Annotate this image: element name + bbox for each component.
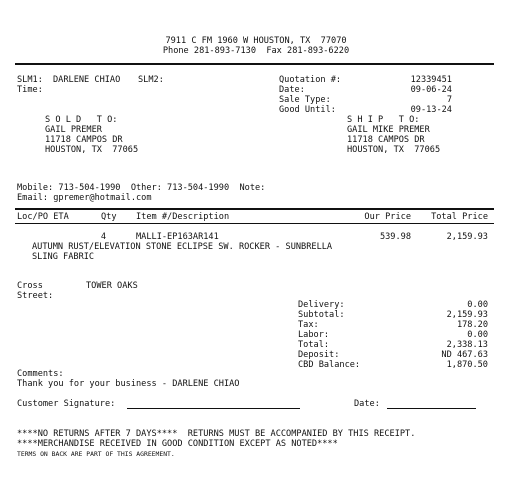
line-item-number: MALLI-EP163AR141 [136, 232, 219, 242]
sold-to-city: HOUSTON, TX 77065 [45, 145, 139, 155]
subtotal-value: 2,159.93 [446, 310, 488, 320]
cross-label: Cross [17, 281, 43, 291]
columns-bottom-rule [15, 223, 494, 224]
deposit-label: Deposit: [298, 350, 340, 360]
line-item-total: 2,159.93 [446, 232, 488, 242]
date-value: 09-06-24 [410, 85, 452, 95]
sold-to-title: S O L D T O: [45, 115, 118, 125]
ship-to-name: GAIL MIKE PREMER [347, 125, 430, 135]
sale-type-label: Sale Type: [279, 95, 331, 105]
col-total-price: Total Price [431, 212, 488, 222]
sale-type-value: 7 [446, 95, 452, 105]
signature-date-label: Date: [354, 399, 380, 409]
good-until-value: 09-13-24 [410, 105, 452, 115]
time-label: Time: [17, 85, 43, 95]
line-item-our-price: 539.98 [379, 232, 411, 242]
delivery-value: 0.00 [467, 300, 488, 310]
col-item-description: Item #/Description [136, 212, 230, 222]
header-rule [15, 63, 494, 65]
return-policy: ****NO RETURNS AFTER 7 DAYS**** RETURNS MUST BE ACCOMPANIED BY THIS RECEIPT. [17, 429, 416, 439]
mobile-line: Mobile: 713-504-1990 Other: 713-504-1990 Note: [17, 183, 266, 193]
slm1-value: DARLENE CHIAO [53, 75, 121, 85]
cbd-balance-value: 1,870.50 [446, 360, 488, 370]
sold-to-name: GAIL PREMER [45, 125, 102, 135]
ship-to-street: 11718 CAMPOS DR [347, 135, 425, 145]
line-item-description-cont: SLING FABRIC [32, 252, 95, 262]
labor-value: 0.00 [467, 330, 488, 340]
merchandise-condition: ****MERCHANDISE RECEIVED IN GOOD CONDITION EXCEPT AS NOTED**** [17, 439, 338, 449]
customer-signature-label: Customer Signature: [17, 399, 116, 409]
ship-to-city: HOUSTON, TX 77065 [347, 145, 441, 155]
slm1-label: SLM1: [17, 75, 43, 85]
comments-text: Thank you for your business - DARLENE CHIAO [17, 379, 240, 389]
col-our-price: Our Price [364, 212, 411, 222]
columns-top-rule [15, 208, 494, 210]
customer-signature-line[interactable] [127, 408, 300, 409]
tax-value: 178.20 [456, 320, 488, 330]
delivery-label: Delivery: [298, 300, 345, 310]
store-address: 7911 C FM 1960 W HOUSTON, TX 77070 [165, 36, 347, 46]
subtotal-label: Subtotal: [298, 310, 345, 320]
street-label: Street: [17, 291, 54, 301]
signature-date-line[interactable] [387, 408, 476, 409]
line-item-description: AUTUMN RUST/ELEVATION STONE ECLIPSE SW. ROCKER - SUNBRELLA [32, 242, 333, 252]
total-label: Total: [298, 340, 330, 350]
comments-label: Comments: [17, 369, 64, 379]
tax-label: Tax: [298, 320, 319, 330]
cross-street-value: TOWER OAKS [86, 281, 138, 291]
date-label: Date: [279, 85, 305, 95]
slm2-label: SLM2: [138, 75, 164, 85]
labor-label: Labor: [298, 330, 330, 340]
line-item-qty: 4 [100, 232, 106, 242]
col-qty: Qty [101, 212, 117, 222]
quotation-number: 12339451 [410, 75, 452, 85]
store-phone-fax: Phone 281-893-7130 Fax 281-893-6220 [162, 46, 350, 56]
sold-to-street: 11718 CAMPOS DR [45, 135, 123, 145]
deposit-value: ND 467.63 [441, 350, 488, 360]
quotation-label: Quotation #: [279, 75, 342, 85]
terms-notice: TERMS ON BACK ARE PART OF THIS AGREEMENT. [17, 450, 175, 458]
col-loc-eta: Loc/PO ETA [17, 212, 69, 222]
good-until-label: Good Until: [279, 105, 336, 115]
email-line: Email: gpremer@hotmail.com [17, 193, 152, 203]
ship-to-title: S H I P T O: [347, 115, 420, 125]
cbd-balance-label: CBD Balance: [298, 360, 361, 370]
total-value: 2,338.13 [446, 340, 488, 350]
